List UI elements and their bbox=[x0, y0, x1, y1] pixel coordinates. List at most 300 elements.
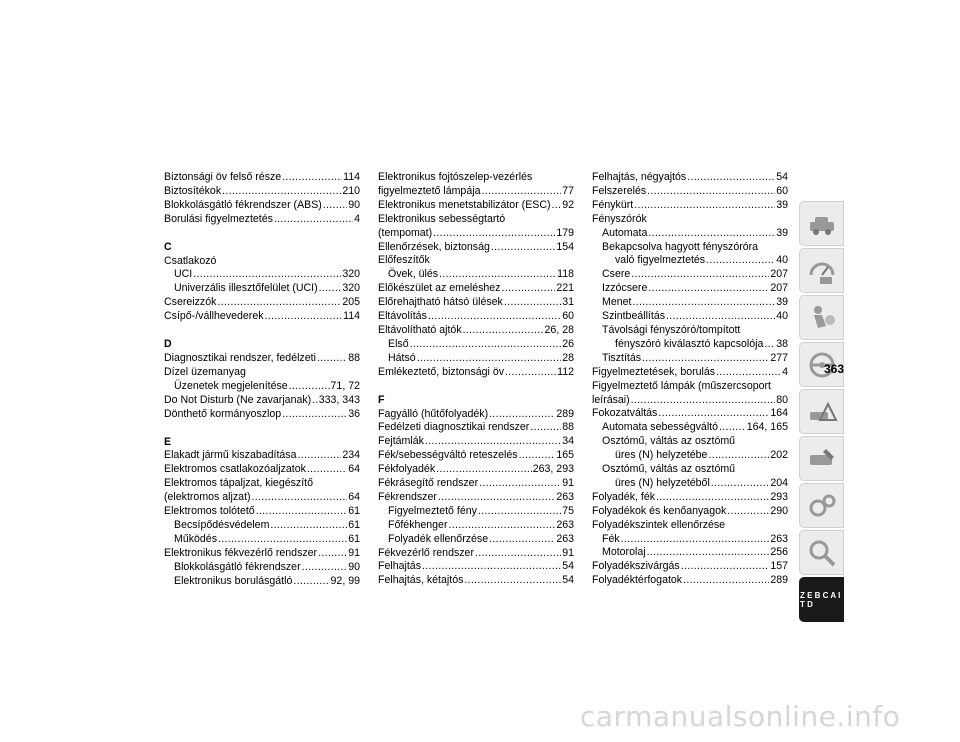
index-entry bbox=[378, 296, 574, 310]
index-entry bbox=[592, 546, 788, 560]
watermark-text: carmanualsonline.info bbox=[580, 700, 901, 733]
index-term: Elektronikus borulásgátló bbox=[174, 574, 293, 587]
index-entry bbox=[592, 268, 788, 282]
index-column-2 bbox=[378, 171, 574, 588]
tab-car-info[interactable] bbox=[799, 201, 844, 246]
dot-leader bbox=[481, 185, 561, 199]
page-reference[interactable]: 205 bbox=[342, 296, 360, 309]
dot-leader bbox=[727, 505, 769, 519]
index-term: fényszóró kiválasztó kapcsolója bbox=[615, 337, 764, 350]
page-reference[interactable]: 263 bbox=[556, 532, 574, 545]
index-entry bbox=[378, 241, 574, 255]
index-term: Övek, ülés bbox=[388, 268, 439, 281]
index-entry bbox=[592, 352, 788, 366]
index-entry bbox=[378, 227, 574, 241]
index-term: Felhajtás, kétajtós bbox=[378, 574, 464, 587]
dot-leader bbox=[647, 185, 775, 199]
page-reference[interactable]: 290 bbox=[770, 504, 788, 517]
index-entry bbox=[378, 533, 574, 547]
index-entry bbox=[592, 171, 788, 185]
index-entry bbox=[592, 338, 788, 352]
dot-leader bbox=[319, 282, 342, 296]
index-term: Eltávolítható ajtók bbox=[378, 323, 462, 336]
page-reference[interactable]: 289 bbox=[556, 407, 574, 420]
dot-leader bbox=[642, 352, 769, 366]
index-term: Menet bbox=[602, 296, 632, 309]
dot-leader bbox=[425, 435, 561, 449]
index-entry bbox=[378, 574, 574, 588]
page-reference[interactable]: 31 bbox=[562, 296, 574, 309]
index-entry bbox=[164, 199, 360, 213]
page-reference[interactable]: 39 bbox=[776, 198, 788, 211]
index-entry bbox=[378, 505, 574, 519]
page-reference[interactable]: 61 bbox=[348, 505, 360, 518]
dot-leader bbox=[478, 505, 561, 519]
index-term: (tempomat) bbox=[378, 226, 433, 239]
dot-leader bbox=[410, 338, 562, 352]
page-reference[interactable]: 293 bbox=[770, 490, 788, 503]
dot-leader bbox=[631, 268, 769, 282]
index-entry bbox=[164, 296, 360, 310]
index-heading: Figyelmeztető lámpák (műszercsoport bbox=[592, 379, 771, 392]
page-reference[interactable]: 75 bbox=[562, 504, 574, 517]
page-reference[interactable]: 4 bbox=[354, 212, 360, 225]
dot-leader bbox=[252, 491, 348, 505]
index-term: Elektronikus fékvezérlő rendszer bbox=[164, 546, 318, 559]
index-term: Folyadékok és kenőanyagok bbox=[592, 504, 727, 517]
index-entry bbox=[378, 352, 574, 366]
index-term: Do Not Disturb (Ne zavarjanak) bbox=[164, 393, 312, 406]
index-entry bbox=[378, 560, 574, 574]
page-reference[interactable]: 64 bbox=[348, 463, 360, 476]
dot-leader bbox=[658, 407, 769, 421]
index-term: Blokkolásgátló fékrendszer (ABS) bbox=[164, 198, 322, 211]
index-entry bbox=[378, 519, 574, 533]
page-reference[interactable]: 4 bbox=[782, 365, 788, 378]
specs-icon bbox=[806, 490, 838, 522]
page-reference[interactable]: 90 bbox=[348, 560, 360, 573]
page-reference[interactable]: 40 bbox=[776, 254, 788, 267]
index-term: Előkészület az emeléshez bbox=[378, 282, 501, 295]
page-reference[interactable]: 54 bbox=[776, 171, 788, 183]
index-entry bbox=[164, 449, 360, 463]
dot-leader bbox=[632, 296, 775, 310]
page-reference[interactable]: 333, 343 bbox=[318, 393, 360, 406]
dot-leader bbox=[256, 505, 348, 519]
dot-leader bbox=[438, 491, 555, 505]
index-heading: Előfeszítők bbox=[378, 254, 430, 267]
page-reference[interactable]: 34 bbox=[562, 435, 574, 448]
index-entry bbox=[592, 574, 788, 588]
page-reference[interactable]: 165 bbox=[556, 449, 574, 462]
index-term: Elektronikus menetstabilizátor (ESC) bbox=[378, 198, 551, 211]
dot-leader bbox=[475, 547, 561, 561]
index-term: Előrehajtható hátsó ülések bbox=[378, 296, 503, 309]
index-entry bbox=[164, 408, 360, 422]
index-entry bbox=[164, 547, 360, 561]
dot-leader bbox=[323, 199, 347, 213]
page-reference[interactable]: 90 bbox=[348, 198, 360, 211]
page-reference[interactable]: 71, 72 bbox=[330, 379, 360, 392]
page-reference[interactable]: 320 bbox=[342, 268, 360, 281]
dot-leader bbox=[711, 477, 770, 491]
dot-leader bbox=[681, 560, 770, 574]
index-heading: Osztómű, váltás az osztómű bbox=[602, 463, 736, 476]
page-reference[interactable]: 256 bbox=[770, 546, 788, 559]
page-reference[interactable]: 54 bbox=[562, 574, 574, 587]
page-reference[interactable]: 210 bbox=[342, 184, 360, 197]
tab-specs[interactable] bbox=[799, 483, 844, 528]
index-entry bbox=[378, 282, 574, 296]
index-term: Folyadék ellenőrzése bbox=[388, 532, 489, 545]
dot-leader bbox=[687, 171, 775, 185]
index-entry bbox=[592, 491, 788, 505]
dot-leader bbox=[282, 171, 342, 185]
index-term: UCI bbox=[174, 268, 193, 281]
index-term: Izzócsere bbox=[602, 282, 648, 295]
index-term: Dönthető kormányoszlop bbox=[164, 407, 282, 420]
index-term: Fokozatváltás bbox=[592, 407, 658, 420]
index-entry bbox=[164, 352, 360, 366]
dot-leader bbox=[282, 408, 347, 422]
page-reference[interactable]: 204 bbox=[770, 476, 788, 489]
index-entry bbox=[164, 310, 360, 324]
index-term: Borulási figyelmeztetés bbox=[164, 212, 273, 225]
page-reference[interactable]: 114 bbox=[343, 171, 360, 183]
index-entry bbox=[592, 310, 788, 324]
index-term: Felhajtás bbox=[378, 560, 421, 573]
index-entry bbox=[592, 477, 788, 491]
dot-leader bbox=[634, 199, 775, 213]
index-entry bbox=[592, 227, 788, 241]
dot-leader bbox=[489, 408, 555, 422]
page-reference[interactable]: 26 bbox=[562, 337, 574, 350]
dot-leader bbox=[505, 366, 556, 380]
dot-leader bbox=[631, 394, 776, 408]
page-reference[interactable]: 289 bbox=[770, 574, 788, 587]
index-entry bbox=[164, 463, 360, 477]
index-entry bbox=[592, 407, 788, 421]
index-term: Működés bbox=[174, 532, 217, 545]
tab-index[interactable] bbox=[799, 577, 844, 622]
dot-leader bbox=[270, 519, 347, 533]
index-entry bbox=[592, 366, 788, 380]
dot-leader bbox=[428, 310, 561, 324]
car-info-icon bbox=[806, 208, 838, 240]
dot-leader bbox=[307, 463, 347, 477]
page-reference[interactable]: 40 bbox=[776, 310, 788, 323]
dot-leader bbox=[708, 449, 769, 463]
dot-leader bbox=[666, 310, 775, 324]
dot-leader bbox=[302, 561, 348, 575]
dot-leader bbox=[647, 546, 770, 560]
dot-leader bbox=[716, 366, 781, 380]
index-heading: Folyadékszintek ellenőrzése bbox=[592, 518, 726, 531]
tab-search[interactable] bbox=[799, 530, 844, 575]
index-term: Elakadt jármű kiszabadítása bbox=[164, 449, 297, 462]
index-term: Ellenőrzések, biztonság bbox=[378, 240, 490, 253]
dot-leader bbox=[648, 227, 775, 241]
index-term: Motorolaj bbox=[602, 546, 646, 559]
dot-leader bbox=[519, 449, 556, 463]
dot-leader bbox=[433, 227, 555, 241]
page-reference[interactable]: 114 bbox=[343, 310, 360, 323]
index-section-letter: C bbox=[164, 240, 172, 253]
page-reference[interactable]: 263 bbox=[770, 532, 788, 545]
dot-leader bbox=[312, 394, 318, 408]
index-section-letter: F bbox=[378, 393, 385, 406]
page-reference[interactable]: 28 bbox=[562, 351, 574, 364]
dot-leader bbox=[448, 519, 555, 533]
dot-leader bbox=[719, 421, 746, 435]
page-reference[interactable]: 91 bbox=[562, 477, 574, 490]
index-entry bbox=[378, 491, 574, 505]
index-term: Fékrendszer bbox=[378, 490, 437, 503]
index-entry bbox=[378, 338, 574, 352]
page-reference[interactable]: 164, 165 bbox=[746, 421, 788, 434]
index-term: (elektromos aljzat) bbox=[164, 491, 251, 504]
index-entry bbox=[164, 171, 360, 185]
dot-leader bbox=[501, 282, 555, 296]
index-term: Csípő-/vállhevederek bbox=[164, 310, 264, 323]
index-heading: Osztómű, váltás az osztómű bbox=[602, 435, 736, 448]
index-term: Fejtámlák bbox=[378, 435, 424, 448]
page-reference[interactable]: 154 bbox=[556, 240, 574, 253]
dot-leader bbox=[265, 310, 343, 324]
dot-leader bbox=[648, 282, 769, 296]
index-term: üres (N) helyzetébe bbox=[615, 449, 708, 462]
page-reference[interactable]: 39 bbox=[776, 226, 788, 239]
dot-leader bbox=[317, 352, 347, 366]
index-term: Elektromos tolótető bbox=[164, 505, 255, 518]
page-reference[interactable]: 91 bbox=[562, 546, 574, 559]
index-heading: Elektronikus fojtószelep-vezérlés bbox=[378, 171, 533, 183]
page-reference[interactable]: 88 bbox=[562, 421, 574, 434]
page-reference[interactable]: 263 bbox=[556, 518, 574, 531]
page-reference[interactable]: 61 bbox=[348, 518, 360, 531]
index-entry bbox=[592, 282, 788, 296]
index-entry bbox=[378, 366, 574, 380]
page-reference[interactable]: 77 bbox=[562, 184, 574, 197]
index-term: figyelmeztető lámpája bbox=[378, 184, 481, 197]
index-entry bbox=[164, 533, 360, 547]
index-term: Fék bbox=[602, 532, 620, 545]
safety-airbag-icon bbox=[806, 302, 838, 334]
dot-leader bbox=[218, 533, 347, 547]
index-entry bbox=[592, 449, 788, 463]
index-entry bbox=[164, 394, 360, 408]
page-reference[interactable]: 277 bbox=[770, 351, 788, 364]
index-term: Becsípődésvédelem bbox=[174, 518, 270, 531]
dot-leader bbox=[422, 560, 561, 574]
index-term: Figyelmeztető fény bbox=[388, 504, 477, 517]
index-heading: Bekapcsolva hagyott fényszóróra bbox=[602, 240, 759, 253]
index-entry bbox=[164, 519, 360, 533]
index-heading: Csatlakozó bbox=[164, 254, 217, 267]
index-entry bbox=[164, 505, 360, 519]
page-reference[interactable]: 61 bbox=[348, 532, 360, 545]
index-term: Automata sebességváltó bbox=[602, 421, 719, 434]
page-reference[interactable]: 263 bbox=[556, 490, 574, 503]
page-reference[interactable]: 60 bbox=[776, 184, 788, 197]
index-column-3 bbox=[592, 171, 788, 588]
index-entry bbox=[164, 575, 360, 589]
index-term: Folyadéktérfogatok bbox=[592, 574, 683, 587]
index-term: Felszerelés bbox=[592, 184, 647, 197]
dot-leader bbox=[222, 185, 341, 199]
index-term: Elektromos csatlakozóaljzatok bbox=[164, 463, 306, 476]
page-reference[interactable]: 202 bbox=[770, 449, 788, 462]
index-entry bbox=[592, 560, 788, 574]
index-entry bbox=[164, 561, 360, 575]
index-entry bbox=[378, 408, 574, 422]
dot-leader bbox=[193, 268, 341, 282]
index-entry bbox=[592, 533, 788, 547]
index-term: Üzenetek megjelenítése bbox=[174, 379, 288, 392]
index-entry bbox=[378, 421, 574, 435]
index-term: Fedélzeti diagnosztikai rendszer bbox=[378, 421, 530, 434]
dot-leader bbox=[318, 547, 347, 561]
page-reference[interactable]: 157 bbox=[770, 560, 788, 573]
page-reference[interactable]: 112 bbox=[557, 365, 574, 378]
dot-leader bbox=[552, 199, 562, 213]
dot-leader bbox=[217, 296, 341, 310]
tab-emergency[interactable] bbox=[799, 389, 844, 434]
page-reference[interactable]: 92 bbox=[562, 198, 574, 211]
index-term: Folyadékszivárgás bbox=[592, 560, 680, 573]
index-term: Felhajtás, négyajtós bbox=[592, 171, 687, 183]
dot-leader bbox=[656, 491, 769, 505]
page-reference[interactable]: 234 bbox=[342, 449, 360, 462]
dot-leader bbox=[293, 575, 329, 589]
index-entry bbox=[378, 199, 574, 213]
dot-leader bbox=[479, 477, 561, 491]
dot-leader bbox=[706, 254, 775, 268]
index-heading: Fényszórók bbox=[592, 212, 647, 225]
dot-leader bbox=[439, 268, 556, 282]
index-entry bbox=[378, 310, 574, 324]
index-entry bbox=[378, 185, 574, 199]
dot-leader bbox=[504, 296, 561, 310]
index-heading: Távolsági fényszóró/tompított bbox=[602, 323, 741, 336]
tab-maintenance[interactable] bbox=[799, 436, 844, 481]
tab-dashboard[interactable] bbox=[799, 248, 844, 293]
index-entry bbox=[378, 449, 574, 463]
index-entry bbox=[592, 421, 788, 435]
index-heading: Elektronikus sebességtartó bbox=[378, 212, 506, 225]
index-term: Csere bbox=[602, 268, 631, 281]
page-reference[interactable]: 207 bbox=[770, 268, 788, 281]
index-entry bbox=[592, 394, 788, 408]
index-term: Blokkolásgátló fékrendszer bbox=[174, 560, 301, 573]
dot-leader bbox=[463, 324, 544, 338]
page-reference[interactable]: 36 bbox=[348, 407, 360, 420]
index-entry bbox=[378, 463, 574, 477]
index-term: Eltávolítás bbox=[378, 310, 427, 323]
maintenance-icon bbox=[806, 443, 838, 475]
page-reference[interactable]: 26, 28 bbox=[544, 323, 574, 336]
index-entry bbox=[164, 268, 360, 282]
chapter-tabs bbox=[799, 201, 844, 624]
page-reference[interactable]: 88 bbox=[348, 351, 360, 364]
index-section-letter: E bbox=[164, 435, 172, 448]
dot-leader bbox=[464, 574, 561, 588]
index-entry bbox=[164, 185, 360, 199]
index-entry bbox=[378, 477, 574, 491]
dot-leader bbox=[298, 449, 342, 463]
page-reference[interactable]: 64 bbox=[348, 491, 360, 504]
index-term: Figyelmeztetések, borulás bbox=[592, 365, 716, 378]
page-reference[interactable]: 92, 99 bbox=[330, 574, 360, 587]
index-entry bbox=[378, 268, 574, 282]
page-reference[interactable]: 54 bbox=[562, 560, 574, 573]
index-term: Fénykürt bbox=[592, 198, 634, 211]
index-term: Csereizzók bbox=[164, 296, 217, 309]
dot-leader bbox=[489, 533, 555, 547]
tab-safety[interactable] bbox=[799, 295, 844, 340]
page-reference[interactable]: 320 bbox=[342, 282, 360, 295]
page-reference[interactable]: 91 bbox=[348, 546, 360, 559]
index-entry bbox=[592, 185, 788, 199]
dot-leader bbox=[530, 421, 561, 435]
index-term: Biztonsági öv felső része bbox=[164, 171, 282, 183]
dashboard-warning-icon bbox=[806, 255, 838, 287]
page-reference[interactable]: 179 bbox=[556, 226, 574, 239]
index-entry bbox=[378, 547, 574, 561]
index-alphabet-icon: Z E B C A I T D bbox=[800, 590, 841, 609]
page-reference[interactable]: 263, 293 bbox=[532, 463, 574, 476]
index-term: Fék/sebességváltó reteszelés bbox=[378, 449, 518, 462]
page-reference[interactable]: 80 bbox=[776, 393, 788, 406]
page-reference[interactable]: 164 bbox=[770, 407, 788, 420]
index-term: Főfékhenger bbox=[388, 518, 448, 531]
dot-leader bbox=[764, 338, 775, 352]
index-term: Automata bbox=[602, 226, 648, 239]
index-entry bbox=[592, 254, 788, 268]
index-term: Biztosítékok bbox=[164, 184, 222, 197]
index-heading: Dízel üzemanyag bbox=[164, 365, 246, 378]
index-heading: Elektromos tápaljzat, kiegészítő bbox=[164, 477, 313, 490]
index-term: Tisztítás bbox=[602, 351, 642, 364]
index-term: Fékfolyadék bbox=[378, 463, 436, 476]
page-reference[interactable]: 118 bbox=[557, 268, 574, 281]
page-reference[interactable]: 221 bbox=[556, 282, 574, 295]
index-entry bbox=[164, 213, 360, 227]
page-reference[interactable]: 38 bbox=[776, 337, 788, 350]
index-term: leírásai) bbox=[592, 393, 630, 406]
dot-leader bbox=[417, 352, 562, 366]
index-entry bbox=[164, 491, 360, 505]
index-term: üres (N) helyzetéből bbox=[615, 476, 710, 489]
index-entry bbox=[592, 199, 788, 213]
dot-leader bbox=[436, 463, 532, 477]
index-entry bbox=[164, 380, 360, 394]
index-term: Hátsó bbox=[388, 351, 416, 364]
index-term: Folyadék, fék bbox=[592, 490, 656, 503]
page-reference[interactable]: 207 bbox=[770, 282, 788, 295]
index-entry bbox=[592, 505, 788, 519]
index-entry bbox=[592, 296, 788, 310]
index-term: Első bbox=[388, 337, 409, 350]
dot-leader bbox=[621, 533, 770, 547]
page-reference[interactable]: 39 bbox=[776, 296, 788, 309]
index-term: Univerzális illesztőfelület (UCI) bbox=[174, 282, 318, 295]
search-icon bbox=[806, 537, 838, 569]
dot-leader bbox=[274, 213, 353, 227]
index-entry bbox=[378, 435, 574, 449]
index-term: való figyelmeztetés bbox=[615, 254, 706, 267]
page-reference[interactable]: 60 bbox=[562, 310, 574, 323]
